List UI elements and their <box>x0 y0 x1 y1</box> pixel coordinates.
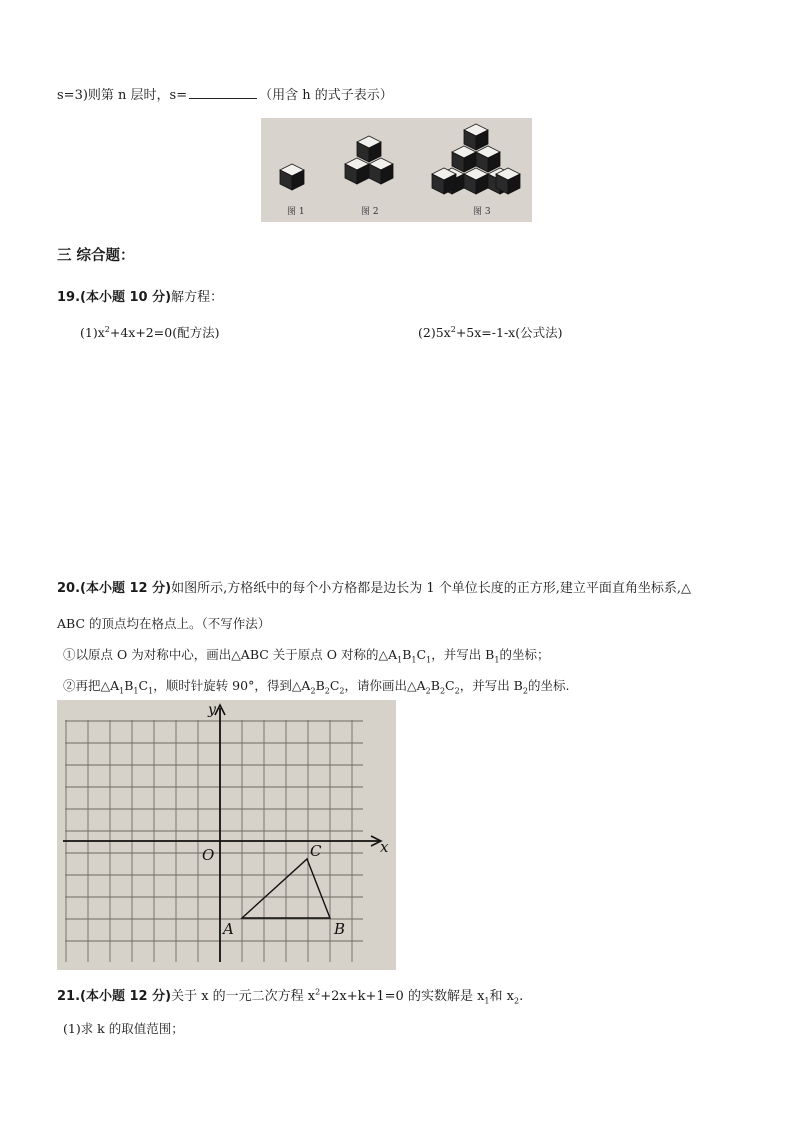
cube-stack-figure <box>261 118 532 222</box>
vertex-label-c: C <box>310 842 322 860</box>
cube-block <box>357 136 381 162</box>
question-number: 20.(本小题 12 分) <box>57 581 172 596</box>
question-number: 19.(本小题 10 分) <box>57 290 172 305</box>
cube-block <box>369 158 393 184</box>
section-title: 三 综合题： <box>57 248 135 264</box>
question-20-line-1: 20.(本小题 12 分)如图所示,方格纸中的每个小方格都是边长为 1 个单位长度的正方形,建立平面直角坐标系,△ <box>57 581 691 596</box>
coordinate-grid-figure <box>57 700 396 970</box>
figure-label-2: 图 2 <box>361 207 379 217</box>
question-number: 21.(本小题 12 分) <box>57 989 172 1004</box>
cube-block <box>496 168 520 194</box>
cube-block <box>452 146 476 172</box>
cube-block <box>464 124 488 150</box>
figure-label-1: 图 1 <box>287 207 305 217</box>
q20-item-2: ②再把$\triangle A_1B_1C_1$，顺时针旋转 90°，得到$\triangle A_2B_2C_2$，请你画出$\triangle A_2B_2C_2$，并写出 $B_2$的坐标. <box>63 678 570 696</box>
cube-block <box>280 164 304 190</box>
figure-label-3: 图 3 <box>473 207 491 217</box>
q19-part-1: $(1)x^2+4x+2=0$(配方法) <box>80 324 220 340</box>
question-21: 21.(本小题 12 分)关于 x 的一元二次方程 $x^2+2x+k+1=0$ 的实数解是 $x_1$和 $x_2$. <box>57 987 524 1006</box>
q19-part-2: $(2)5x^2+5x=-1-x$(公式法) <box>418 324 563 340</box>
x-axis-label: x <box>380 838 389 856</box>
origin-label: O <box>202 846 215 864</box>
cube-block <box>432 168 456 194</box>
cube-block <box>345 158 369 184</box>
cube-block <box>476 146 500 172</box>
question-19: 19.(本小题 10 分)解方程： <box>57 290 224 305</box>
fill-in-question-text: s=3)则第 n 层时，s= （用含 h 的式子表示） <box>57 88 393 103</box>
answer-blank[interactable] <box>189 86 257 99</box>
question-20-line-2: ABC 的顶点均在格点上。（不写作法） <box>57 616 271 631</box>
vertex-label-a: A <box>223 920 234 938</box>
q21-part-1: (1)求 k 的取值范围； <box>63 1021 184 1036</box>
y-axis-label: y <box>208 702 216 718</box>
cube-block <box>464 168 488 194</box>
q20-item-1: ①以原点 O 为对称中心，画出△ABC 关于原点 O 对称的$\triangle A_1B_1C_1$，并写出 $B_1$的坐标； <box>63 647 550 665</box>
vertex-label-b: B <box>334 920 346 938</box>
